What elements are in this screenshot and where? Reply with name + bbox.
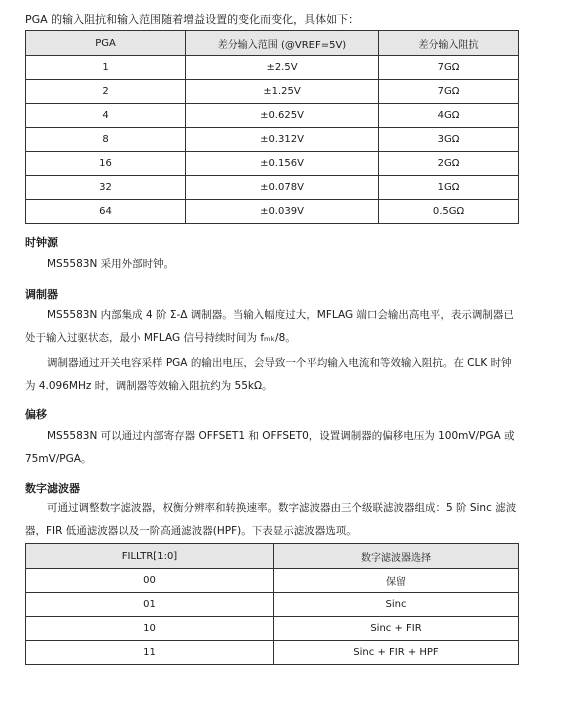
pga-impedance-table [25,30,519,224]
cell-filter: Sinc + FIR [274,617,519,641]
modulator-heading: 调制器 [25,288,58,301]
cell-filter: Sinc [274,593,519,617]
cell-range: ±1.25V [186,80,379,104]
header-diff-input-range: 差分输入范围 (@VREF=5V) [186,31,379,56]
modulator-text-2: 调制器通过开关电容采样 PGA 的输出电压，会导致一个平均输入电流和等效输入阻抗。在 CLK 时钟为 4.096MHz 时，调制器等效输入阻抗约为 55kΩ。 [25,357,512,392]
cell-pga: 64 [26,200,186,224]
cell-pga: 32 [26,176,186,200]
cell-range: ±0.312V [186,128,379,152]
offset-paragraph [25,425,519,471]
cell-filltr: 01 [26,593,274,617]
clock-text: MS5583N 采用外部时钟。 [47,258,175,270]
cell-range: ±2.5V [186,56,379,80]
digital-filter-paragraph [25,497,519,543]
header-filltr: FILLTR[1:0] [26,544,274,569]
cell-range: ±0.078V [186,176,379,200]
cell-impedance: 1GΩ [379,176,519,200]
cell-impedance: 3GΩ [379,128,519,152]
cell-impedance: 0.5GΩ [379,200,519,224]
clock-heading: 时钟源 [25,236,58,249]
cell-impedance: 4GΩ [379,104,519,128]
cell-pga: 4 [26,104,186,128]
table-row [26,617,519,641]
cell-impedance: 2GΩ [379,152,519,176]
header-pga: PGA [26,31,186,56]
table-row [26,641,519,665]
table-header-row [26,31,519,56]
table-row [26,569,519,593]
table-row [26,593,519,617]
cell-pga: 16 [26,152,186,176]
table-header-row [26,544,519,569]
cell-pga: 8 [26,128,186,152]
cell-pga: 2 [26,80,186,104]
cell-filter: Sinc + FIR + HPF [274,641,519,665]
cell-filltr: 10 [26,617,274,641]
clock-paragraph [25,253,519,276]
cell-impedance: 7GΩ [379,56,519,80]
header-filter-selection: 数字滤波器选择 [274,544,519,569]
cell-range: ±0.625V [186,104,379,128]
digital-filter-text: 可通过调整数字滤波器，权衡分辨率和转换速率。数字滤波器由三个级联滤波器组成：5 阶 Sinc 滤波器，FIR 低通滤波器以及一阶高通滤波器(HPF)。下表显示滤波器选项。 [25,502,517,537]
table-row [26,152,519,176]
table-row [26,176,519,200]
offset-heading: 偏移 [25,408,47,421]
cell-filltr: 00 [26,569,274,593]
cell-pga: 1 [26,56,186,80]
cell-filter: 保留 [274,569,519,593]
cell-range: ±0.039V [186,200,379,224]
table-row [26,200,519,224]
table-row [26,56,519,80]
digital-filter-heading: 数字滤波器 [25,482,80,495]
cell-range: ±0.156V [186,152,379,176]
table-row [26,80,519,104]
cell-impedance: 7GΩ [379,80,519,104]
table-row [26,104,519,128]
intro-text: PGA 的输入阻抗和输入范围随着增益设置的变化而变化，具体如下： [25,13,360,26]
offset-text: MS5583N 可以通过内部寄存器 OFFSET1 和 OFFSET0，设置调制器的偏移电压为 100mV/PGA 或 75mV/PGA。 [25,430,515,465]
modulator-paragraph-1 [25,304,519,350]
modulator-paragraph-2 [25,352,519,398]
table-row [26,128,519,152]
header-diff-input-impedance: 差分输入阻抗 [379,31,519,56]
digital-filter-table [25,543,519,665]
modulator-text-1: MS5583N 内部集成 4 阶 Σ-Δ 调制器。当输入幅度过大，MFLAG 端口会输出高电平，表示调制器已处于输入过驱状态，最小 MFLAG 信号持续时间为 fₘₖ/8。 [25,309,514,344]
cell-filltr: 11 [26,641,274,665]
